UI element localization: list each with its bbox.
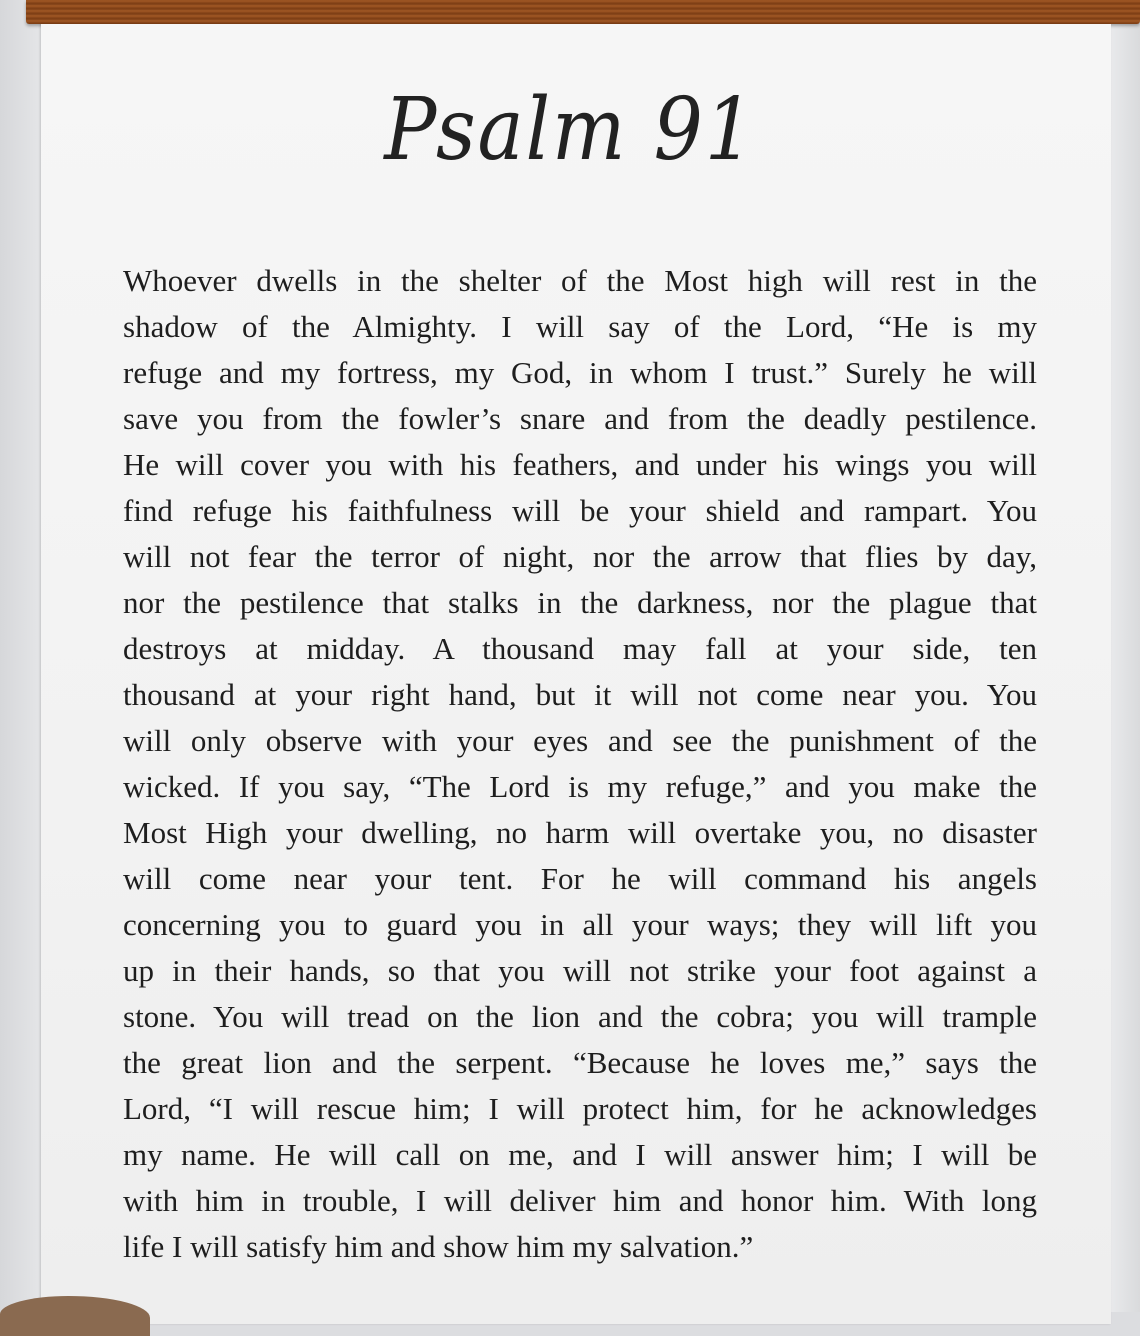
text-line: Lord, “I will rescue him; I will protect him, for he acknowledges [123,1091,1037,1126]
wooden-hanger-bar [26,0,1140,24]
text-line: up in their hands, so that you will not strike your foot against a [123,953,1037,988]
text-line: refuge and my fortress, my God, in whom I trust.” Surely he will [123,355,1037,390]
text-line: He will cover you with his feathers, and under his wings you will [123,447,1037,482]
text-line: wicked. If you say, “The Lord is my refuge,” and you make the [123,769,1037,804]
text-line: with him in trouble, I will deliver him and honor him. With long [123,1183,1037,1218]
text-line: stone. You will tread on the lion and the cobra; you will trample [123,999,1037,1034]
text-line: shadow of the Almighty. I will say of the Lord, “He is my [123,309,1037,344]
text-line: will not fear the terror of night, nor the arrow that flies by day, [123,539,1037,574]
text-line: Whoever dwells in the shelter of the Most high will rest in the [123,263,1037,298]
text-line: nor the pestilence that stalks in the darkness, nor the plague that [123,585,1037,620]
text-line: my name. He will call on me, and I will answer him; I will be [123,1137,1037,1172]
text-line: thousand at your right hand, but it will not come near you. You [123,677,1037,712]
text-line: save you from the fowler’s snare and from the deadly pestilence. [123,401,1037,436]
text-line: will come near your tent. For he will command his angels [123,861,1037,896]
text-line: life I will satisfy him and show him my salvation.” [123,1229,754,1264]
text-line: concerning you to guard you in all your ways; they will lift you [123,907,1037,942]
text-line: find refuge his faithfulness will be your shield and rampart. You [123,493,1037,528]
text-line: destroys at midday. A thousand may fall at your side, ten [123,631,1037,666]
text-line: will only observe with your eyes and see the punishment of the [123,723,1037,758]
text-line: the great lion and the serpent. “Because he loves me,” says the [123,1045,1037,1080]
psalm-text [123,258,1037,1270]
text-line: Most High your dwelling, no harm will overtake you, no disaster [123,815,1037,850]
poster-title: Psalm 91 [384,80,756,180]
hand-photo-detail [0,1296,150,1336]
